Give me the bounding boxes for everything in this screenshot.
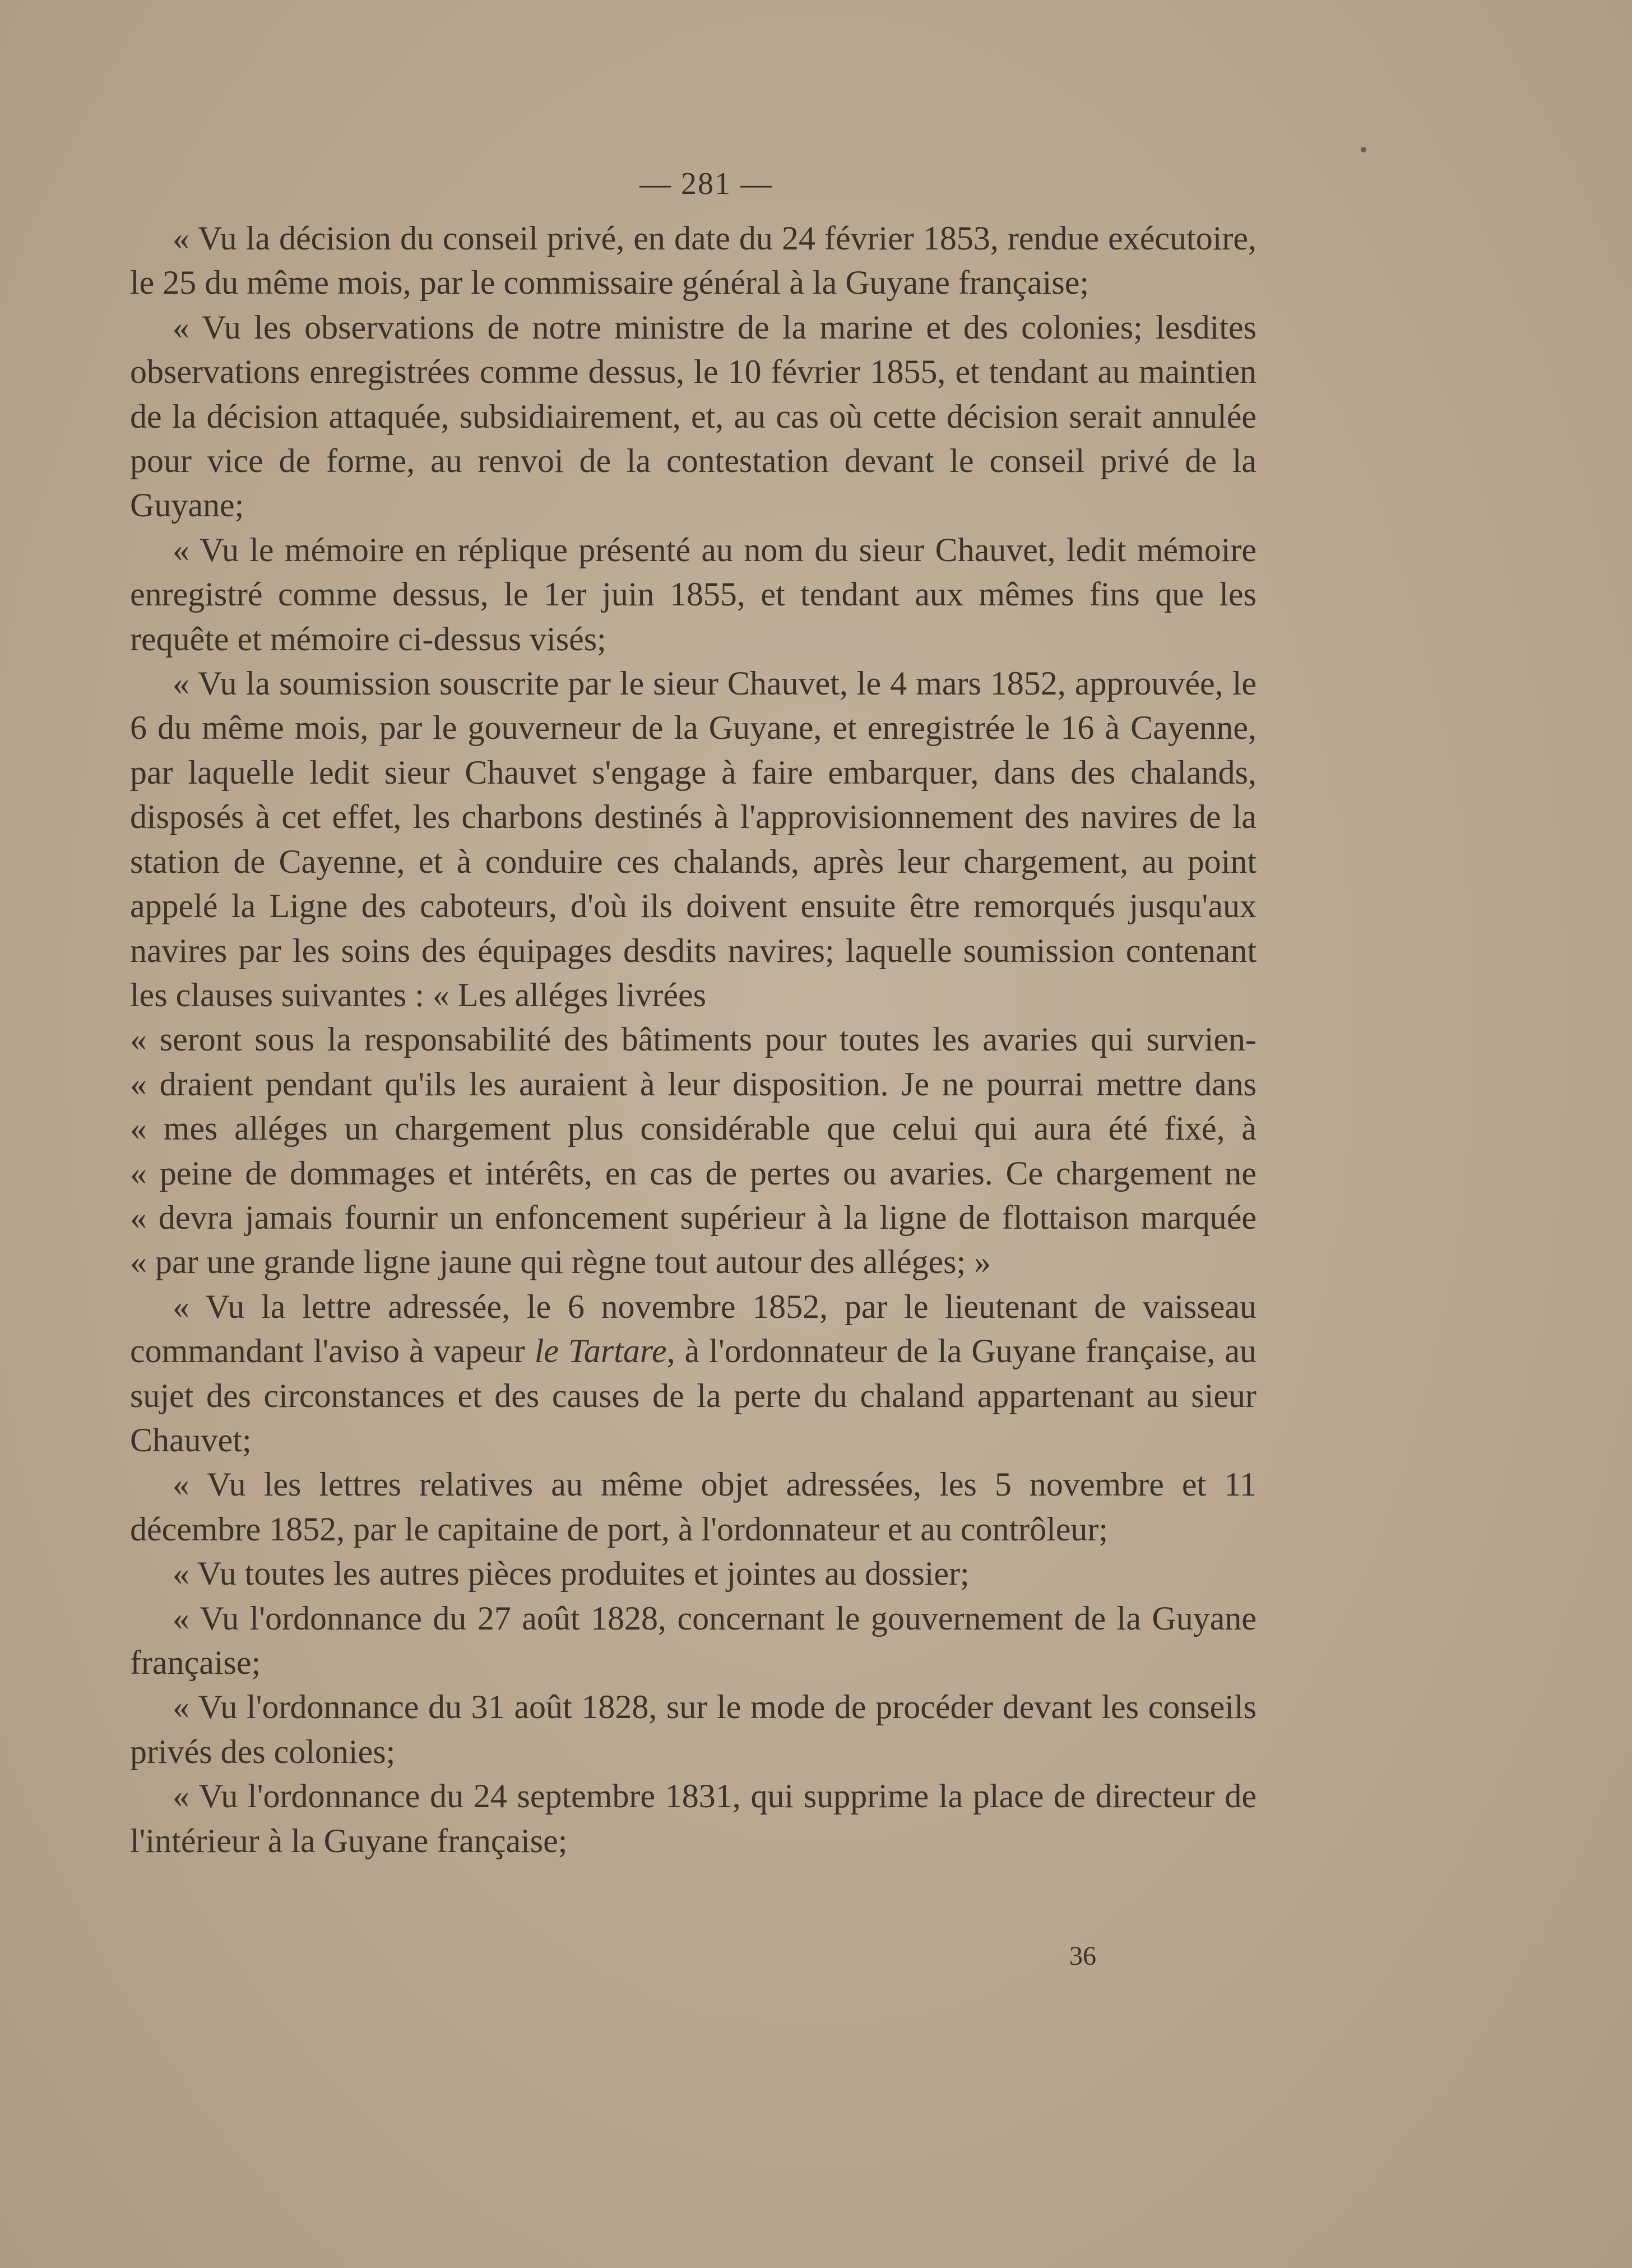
quote-line: « seront sous la responsabilité des bâtiments pour toutes les avaries qui survien- bbox=[130, 1021, 1257, 1058]
paragraph-lettre-tartare bbox=[130, 1285, 1257, 1463]
body-text bbox=[130, 216, 1257, 1863]
quote-line: « mes alléges un chargement plus considérable que celui qui aura été fixé, à bbox=[130, 1110, 1257, 1147]
paragraph-observations-ministre: « Vu les observations de notre ministre de la marine et des colonies; lesdites observations enregistrées comme dessus, le 10 février 1855, et tendant au maintien de la décision attaquée, subsidiairement, et, au cas où cette décision serait annulée pour vice de forme, au renvoi de la contestation devant le conseil privé de la Guyane; bbox=[130, 308, 1257, 524]
paragraph-autres-pieces: « Vu toutes les autres pièces produites et jointes au dossier; bbox=[173, 1555, 970, 1593]
paragraph-lettres-relatives: « Vu les lettres relatives au même objet adressées, les 5 novembre et 11 décembre 1852, par le capitaine de port, à l'ordonnateur et au contrôleur; bbox=[130, 1466, 1257, 1548]
paragraph-decision-conseil: « Vu la décision du conseil privé, en date du 24 février 1853, rendue exécutoire, le 25 du même mois, par le commissaire général à la Guyane française; bbox=[130, 220, 1257, 302]
lettre-text-after: , à l'ordonnateur de la Guyane française, au sujet des circonstances et des causes de la perte du chaland appartenant au sieur Chauvet; bbox=[130, 1332, 1257, 1459]
signature-mark: 36 bbox=[1069, 1941, 1096, 1971]
lettre-text-before: « Vu la lettre adressée, le 6 novembre 1852, par le lieutenant de vaisseau commandant l'aviso à vapeur bbox=[130, 1288, 1257, 1370]
ship-name: le Tartare bbox=[534, 1332, 667, 1370]
soumission-quoted-clauses bbox=[130, 1017, 1257, 1284]
paragraph-soumission: « Vu la soumission souscrite par le sieur Chauvet, le 4 mars 1852, approuvée, le 6 du même mois, par le gouverneur de la Guyane, et enregistrée le 16 à Cayenne, par laquelle ledit sieur Chauvet s'engage à faire embarquer, dans des chalands, disposés à cet effet, les charbons destinés à l'approvisionnement des navires de la station de Cayenne, et à conduire ces chalands, après leur chargement, au point appelé la Ligne des caboteurs, d'où ils doivent ensuite être remorqués jusqu'aux navires par les soins des équipages desdits navires; laquelle soumission contenant les clauses suivantes : « Les alléges livrées bbox=[130, 665, 1257, 1013]
paragraph-ordonnance-27-aout: « Vu l'ordonnance du 27 août 1828, concernant le gouvernement de la Guyane française; bbox=[130, 1599, 1257, 1681]
quote-line: « peine de dommages et intérêts, en cas de pertes ou avaries. Ce chargement ne bbox=[130, 1154, 1257, 1192]
quote-line: « devra jamais fournir un enfoncement supérieur à la ligne de flottaison marquée bbox=[130, 1198, 1257, 1236]
quote-line: « draient pendant qu'ils les auraient à leur disposition. Je ne pourrai mettre dans bbox=[130, 1065, 1257, 1103]
quote-line: « par une grande ligne jaune qui règne tout autour des alléges; » bbox=[130, 1243, 991, 1281]
paragraph-memoire-replique: « Vu le mémoire en réplique présenté au nom du sieur Chauvet, ledit mémoire enregistré comme dessus, le 1er juin 1855, et tendant aux mêmes fins que les requête et mémoire ci-dessus visés; bbox=[130, 531, 1257, 658]
paper-speck bbox=[1361, 147, 1366, 152]
paragraph-ordonnance-24-septembre: « Vu l'ordonnance du 24 septembre 1831, qui supprime la place de directeur de l'intérieur à la Guyane française; bbox=[130, 1778, 1257, 1859]
page-number: — 281 — bbox=[639, 166, 773, 201]
paragraph-ordonnance-31-aout: « Vu l'ordonnance du 31 août 1828, sur le mode de procéder devant les conseils privés des colonies; bbox=[130, 1688, 1257, 1770]
